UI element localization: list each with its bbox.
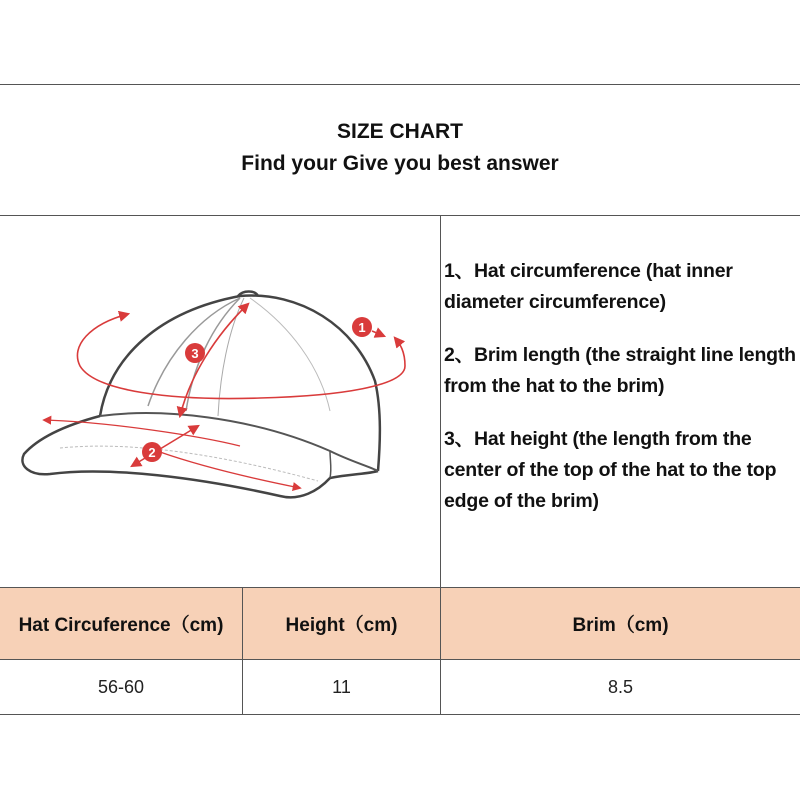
cell-brim-value: 8.5 (607, 676, 634, 697)
marker-1-label: 1 (358, 320, 366, 335)
table-bottom-rule (0, 714, 800, 715)
marker-3-label: 3 (191, 346, 199, 361)
cap-diagram (0, 216, 440, 586)
column-header-height: Height（cm) (285, 614, 398, 636)
description-brim-length: 2、Brim length (the straight line length from the hat to the brim) (444, 344, 796, 397)
page-subtitle: Find your Give you best answer (241, 152, 559, 175)
column-header-brim: Brim（cm) (572, 614, 669, 636)
size-chart-header (0, 84, 800, 215)
measurement-descriptions (444, 256, 800, 539)
description-hat-circumference: 1、Hat circumference (hat inner diameter circumference) (444, 260, 733, 313)
marker-2-label: 2 (148, 445, 156, 460)
crown-outline (100, 296, 380, 471)
page-title: SIZE CHART (337, 120, 463, 143)
column-header-circumference: Hat Circuference（cm) (18, 614, 224, 636)
cap-icon (0, 216, 440, 586)
cell-circumference-value: 56-60 (97, 676, 145, 697)
cell-height-value: 11 (332, 676, 351, 697)
description-hat-height: 3、Hat height (the length from the center of the top of the hat to the top edge of the brim) (444, 428, 777, 512)
brim-outline (22, 416, 378, 497)
